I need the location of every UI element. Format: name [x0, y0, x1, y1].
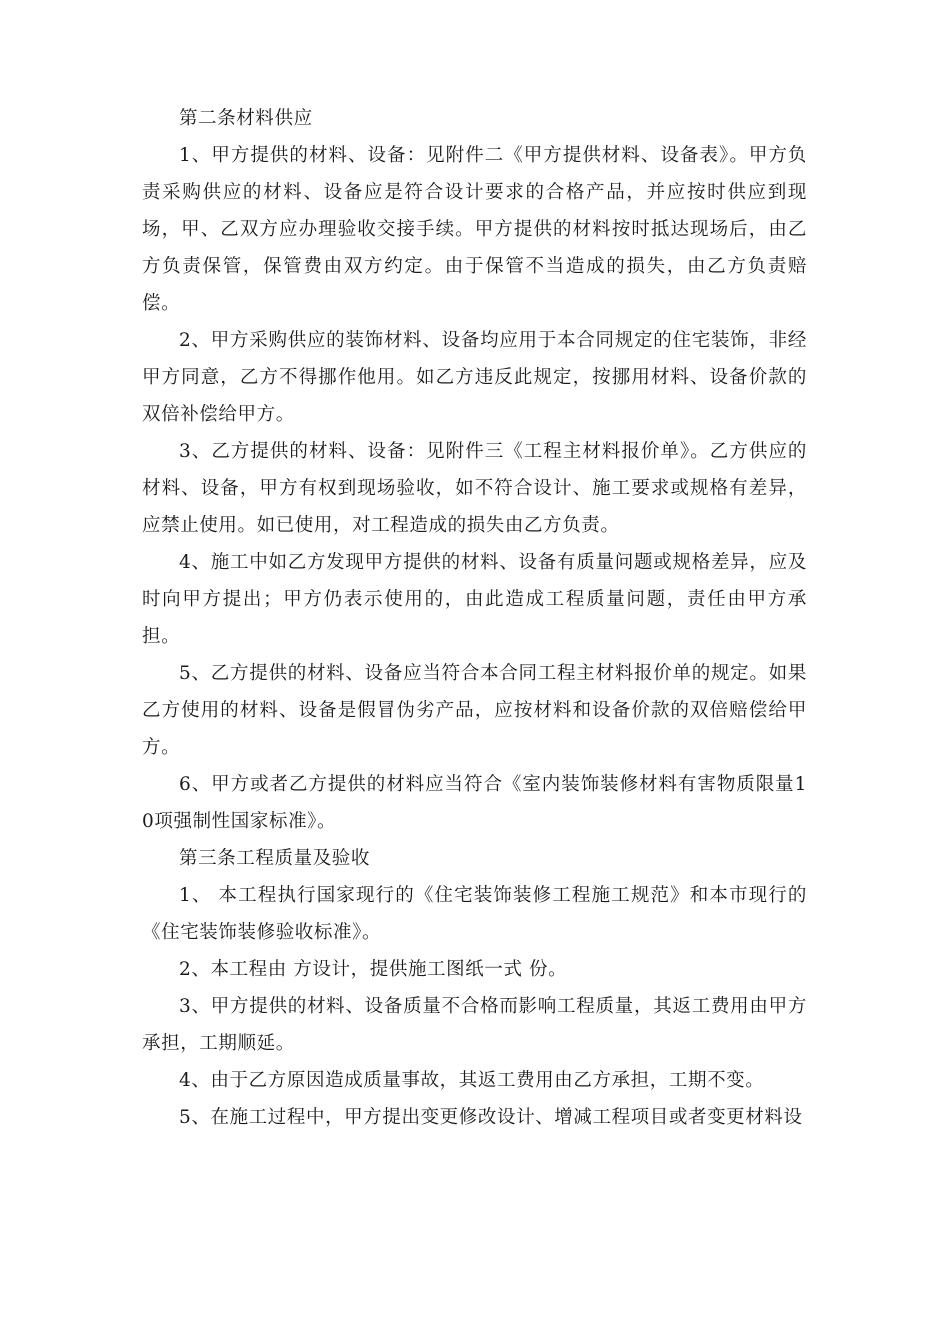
- clause-paragraph: 6、甲方或者乙方提供的材料应当符合《室内装饰装修材料有害物质限量10项强制性国家标准》。: [142, 774, 807, 832]
- clause-paragraph: 3、乙方提供的材料、设备：见附件三《工程主材料报价单》。乙方供应的材料、设备，甲方有权到现场验收，如不符合设计、施工要求或规格有差异，应禁止使用。如已使用，对工程造成的损失由乙方负责。: [142, 441, 807, 536]
- clause-paragraph: 1、 本工程执行国家现行的《住宅装饰装修工程施工规范》和本市现行的《住宅装饰装修验收标准》。: [142, 885, 807, 943]
- clause-paragraph: 1、甲方提供的材料、设备：见附件二《甲方提供材料、设备表》。甲方负责采购供应的材料、设备应是符合设计要求的合格产品，并应按时供应到现场，甲、乙双方应办理验收交接手续。甲方提供的材料按时抵达现场后，由乙方负责保管，保管费由双方约定。由于保管不当造成的损失，由乙方负责赔偿。: [142, 145, 807, 314]
- section-heading-materials: 第二条材料供应: [179, 108, 313, 129]
- clause-paragraph: 5、在施工过程中，甲方提出变更修改设计、增减工程项目或者变更材料设: [179, 1107, 803, 1128]
- clause-paragraph: 3、甲方提供的材料、设备质量不合格而影响工程质量，其返工费用由甲方承担，工期顺延。: [142, 996, 807, 1054]
- clause-paragraph: 2、本工程由 方设计，提供施工图纸一式 份。: [179, 959, 568, 980]
- clause-paragraph: 4、由于乙方原因造成质量事故，其返工费用由乙方承担，工期不变。: [179, 1070, 765, 1091]
- document-body: [142, 100, 807, 1136]
- clause-paragraph: 5、乙方提供的材料、设备应当符合本合同工程主材料报价单的规定。如果乙方使用的材料、设备是假冒伪劣产品，应按材料和设备价款的双倍赔偿给甲方。: [142, 663, 807, 758]
- clause-paragraph: 2、甲方采购供应的装饰材料、设备均应用于本合同规定的住宅装饰，非经甲方同意，乙方不得挪作他用。如乙方违反此规定，按挪用材料、设备价款的双倍补偿给甲方。: [142, 330, 807, 425]
- section-heading-quality: 第三条工程质量及验收: [179, 848, 371, 869]
- clause-paragraph: 4、施工中如乙方发现甲方提供的材料、设备有质量问题或规格差异，应及时向甲方提出；甲方仍表示使用的，由此造成工程质量问题，责任由甲方承担。: [142, 552, 807, 647]
